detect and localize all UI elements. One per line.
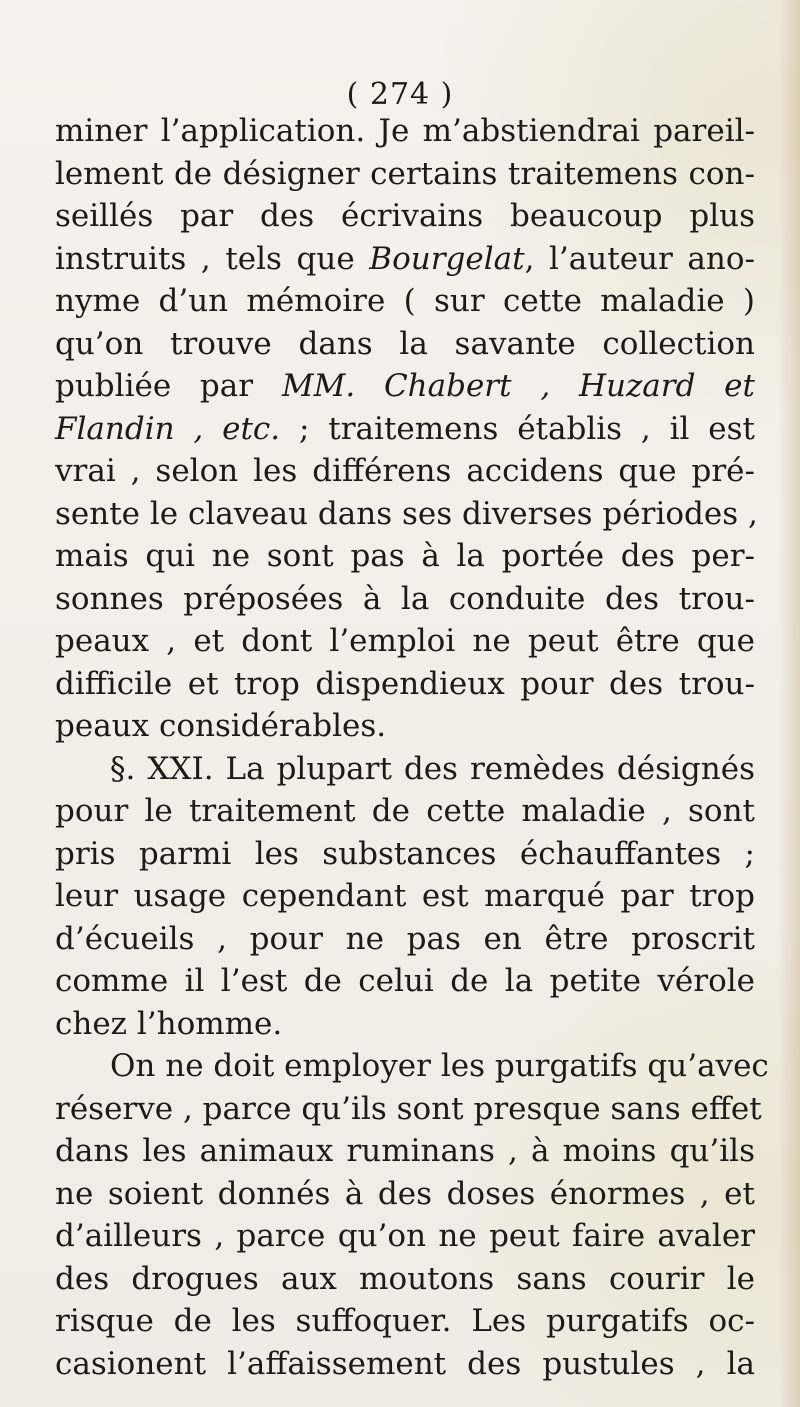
text-line: vrai , selon les différens accidens que pré- xyxy=(55,453,755,489)
text-line: seillés par des écrivains beaucoup plus xyxy=(55,198,755,234)
text-line: casionent l’affaissement des pustules , la xyxy=(55,1345,755,1382)
section-heading-line: §. XXI. La plupart des remèdes désignés xyxy=(110,750,755,787)
italic-names: MM. Chabert , Huzard et xyxy=(281,368,755,404)
body-text xyxy=(55,110,769,1385)
text-line: dans les animaux ruminans , à moins qu’ils xyxy=(55,1133,755,1169)
text-line: instruits , tels que Bourgelat, l’auteur ano- xyxy=(55,240,755,277)
text-line: qu’on trouve dans la savante collection xyxy=(55,325,755,362)
page-edge-stain xyxy=(778,0,800,1407)
text-line: d’écueils , pour ne pas en être proscrit xyxy=(55,920,755,957)
italic-names: Flandin , etc. xyxy=(55,410,281,447)
text-line: sonnes préposées à la conduite des trou- xyxy=(55,580,755,617)
text-line: difficile et trop dispendieux pour des trou- xyxy=(55,665,755,702)
text-line: d’ailleurs , parce qu’on ne peut faire avaler xyxy=(55,1218,755,1254)
text-line: ne soient donnés à des doses énormes , et xyxy=(55,1175,755,1212)
text-line: chez l’homme. xyxy=(55,1005,283,1042)
text-line: peaux considérables. xyxy=(55,708,387,744)
text-line: réserve , parce qu’ils sont presque sans effet xyxy=(55,1090,762,1127)
page-number: ( 274 ) xyxy=(346,77,454,112)
text-line: pris parmi les substances échauffantes ; xyxy=(55,835,755,872)
text-line: publiée par MM. Chabert , Huzard et xyxy=(55,368,755,404)
text-line: Flandin , etc. ; traitemens établis , il est xyxy=(55,410,755,447)
text-line: nyme d’un mémoire ( sur cette maladie ) xyxy=(55,283,755,319)
text-line: leur usage cependant est marqué par trop xyxy=(55,878,755,914)
paragraph-start-line: On ne doit employer les purgatifs qu’avec xyxy=(110,1048,769,1084)
text-line: sente le claveau dans ses diverses périodes , xyxy=(55,495,758,532)
text-line: mais qui ne sont pas à la portée des per- xyxy=(55,538,755,574)
italic-name: Bourgelat xyxy=(369,240,525,277)
text-line: comme il l’est de celui de la petite vérole xyxy=(55,963,755,999)
text-line: pour le traitement de cette maladie , sont xyxy=(55,793,755,829)
text-line: des drogues aux moutons sans courir le xyxy=(55,1260,755,1297)
text-line: peaux , et dont l’emploi ne peut être que xyxy=(55,623,755,659)
text-line: risque de les suffoquer. Les purgatifs oc- xyxy=(55,1303,755,1339)
text-line: miner l’application. Je m’abstiendrai pareil- xyxy=(55,113,755,149)
text-line: lement de désigner certains traitemens con- xyxy=(55,155,755,192)
